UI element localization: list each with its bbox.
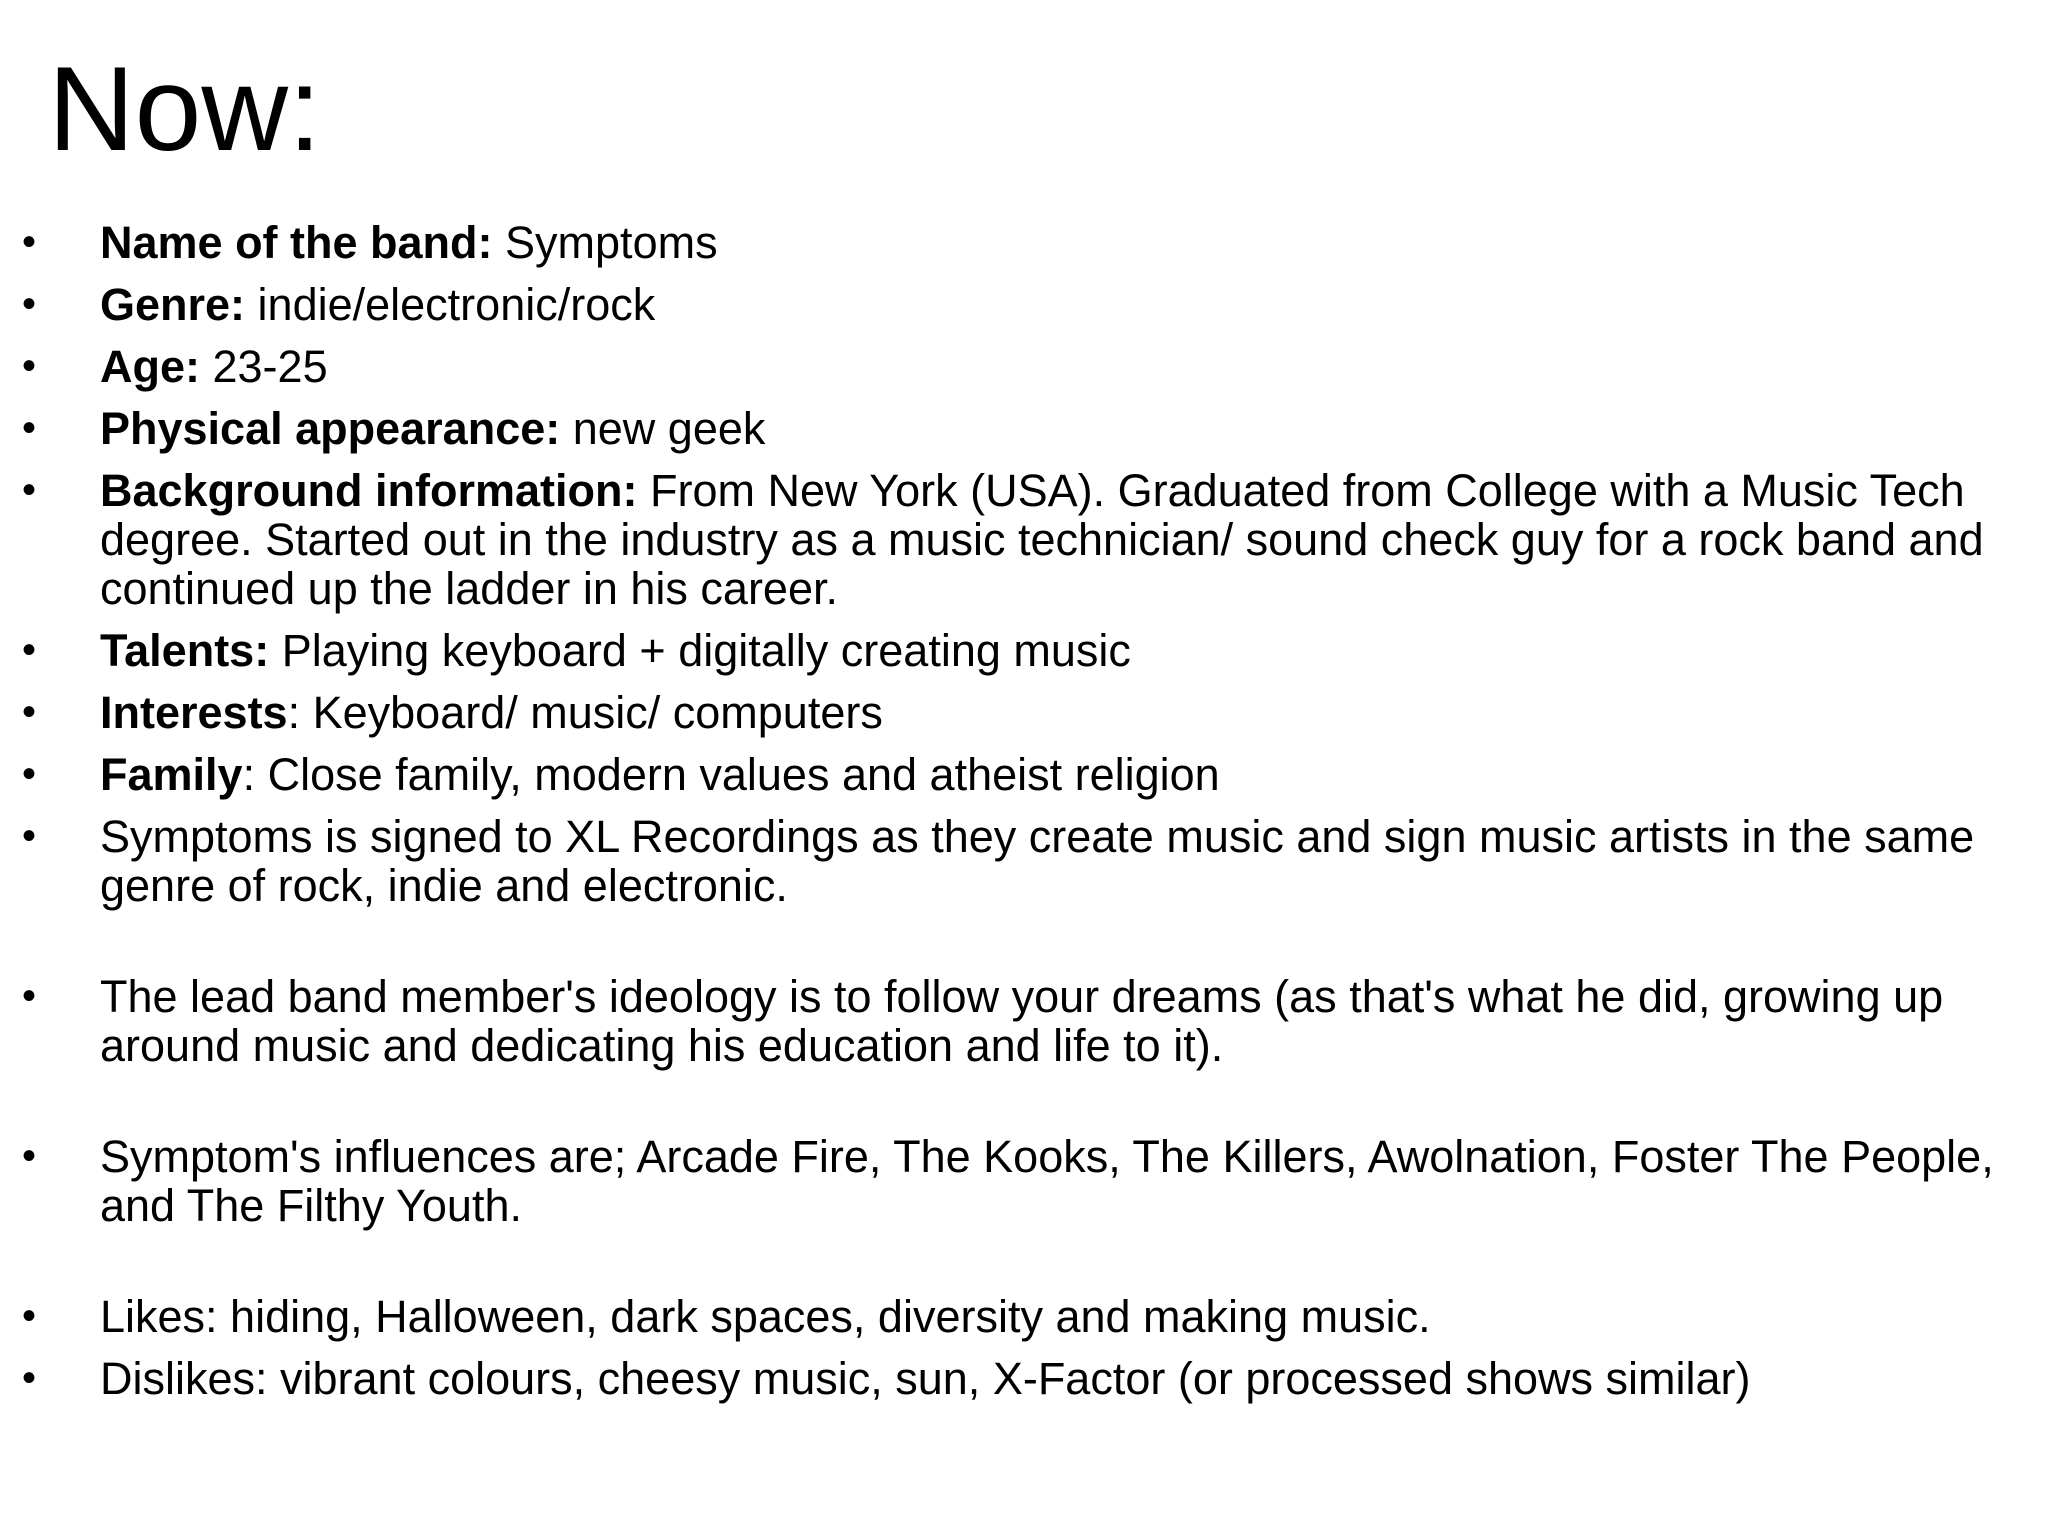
bullet-text: new geek bbox=[560, 403, 766, 454]
bullet-item-family bbox=[0, 750, 2048, 799]
bullet-item-physical-appearance bbox=[0, 404, 2048, 453]
bullet-dot-icon: • bbox=[22, 628, 37, 672]
bullet-item-band-name bbox=[0, 218, 2048, 267]
bullet-label: Name of the band: bbox=[100, 217, 493, 268]
bullet-item-age bbox=[0, 342, 2048, 391]
bullet-dot-icon: • bbox=[22, 1294, 37, 1338]
bullet-item-record-label bbox=[0, 812, 2048, 910]
bullet-text: indie/electronic/rock bbox=[245, 279, 656, 330]
bullet-text: The lead band member's ideology is to follow your dreams (as that's what he did, growing up around music and dedicating his education and life to it). bbox=[100, 971, 1944, 1071]
bullet-dot-icon: • bbox=[22, 974, 37, 1018]
bullet-text: Symptom's influences are; Arcade Fire, The Kooks, The Killers, Awolnation, Foster The People, and The Filthy Youth. bbox=[100, 1131, 1994, 1231]
bullet-label: Interests bbox=[100, 687, 288, 738]
bullet-text: Dislikes: vibrant colours, cheesy music, sun, X-Factor (or processed shows similar) bbox=[100, 1353, 1751, 1404]
bullet-text: Likes: hiding, Halloween, dark spaces, diversity and making music. bbox=[100, 1291, 1431, 1342]
bullet-item-likes bbox=[0, 1292, 2048, 1341]
bullet-text: Symptoms bbox=[492, 217, 718, 268]
bullet-dot-icon: • bbox=[22, 468, 37, 512]
bullet-text: : Close family, modern values and atheist religion bbox=[242, 749, 1220, 800]
bullet-text: From New York (USA). Graduated from College with a Music Tech degree. Started out in the industry as a music technician/ sound check guy for a rock band and continued up the ladder in his career. bbox=[100, 465, 1984, 614]
slide-title: Now: bbox=[48, 42, 322, 176]
bullet-dot-icon: • bbox=[22, 282, 37, 326]
bullet-item-influences bbox=[0, 1132, 2048, 1230]
bullet-item-talents bbox=[0, 626, 2048, 675]
bullet-dot-icon: • bbox=[22, 690, 37, 734]
bullet-label: Family bbox=[100, 749, 243, 800]
bullet-text: Playing keyboard + digitally creating music bbox=[269, 625, 1131, 676]
bullet-dot-icon: • bbox=[22, 814, 37, 858]
bullet-text: : Keyboard/ music/ computers bbox=[287, 687, 883, 738]
bullet-list bbox=[0, 218, 2048, 1416]
bullet-item-ideology bbox=[0, 972, 2048, 1070]
bullet-item-genre bbox=[0, 280, 2048, 329]
bullet-label: Talents: bbox=[100, 625, 270, 676]
bullet-label: Physical appearance: bbox=[100, 403, 561, 454]
bullet-label: Genre: bbox=[100, 279, 246, 330]
bullet-label: Age: bbox=[100, 341, 200, 392]
bullet-dot-icon: • bbox=[22, 406, 37, 450]
bullet-dot-icon: • bbox=[22, 344, 37, 388]
bullet-dot-icon: • bbox=[22, 1356, 37, 1400]
bullet-dot-icon: • bbox=[22, 220, 37, 264]
bullet-item-background-information bbox=[0, 466, 2048, 613]
bullet-dot-icon: • bbox=[22, 1134, 37, 1178]
bullet-label: Background information: bbox=[100, 465, 638, 516]
bullet-text: Symptoms is signed to XL Recordings as they create music and sign music artists in the same genre of rock, indie and electronic. bbox=[100, 811, 1975, 911]
bullet-text: 23-25 bbox=[200, 341, 328, 392]
bullet-dot-icon: • bbox=[22, 752, 37, 796]
bullet-item-dislikes bbox=[0, 1354, 2048, 1403]
bullet-item-interests bbox=[0, 688, 2048, 737]
